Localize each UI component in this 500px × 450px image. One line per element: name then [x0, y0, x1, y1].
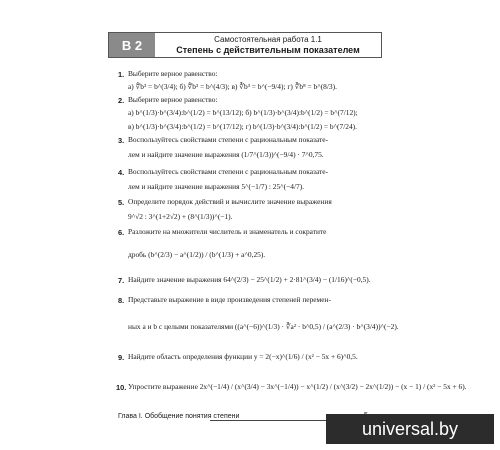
- task-text: Представьте выражение в виде произведения степеней перемен-: [128, 295, 331, 304]
- task-text: Найдите значение выражения 64^(2/3) − 25^(1/2) + 2·81^(3/4) − (1/16)^(−0,5).: [128, 275, 371, 284]
- worksheet-subtitle: Самостоятельная работа 1.1: [214, 35, 322, 44]
- task-options: а) b^(1/3)·b^(3/4):b^(1/2) = b^(13/12); б) b^(1/3)·b^(3/4):b^(1/2) = b^(7/12);: [128, 108, 358, 117]
- watermark-logo: universal.by: [326, 414, 494, 444]
- task-number: 10.: [116, 383, 127, 392]
- task-text: Выберите верное равенство:: [128, 95, 218, 104]
- variant-tab: В 2: [109, 33, 155, 57]
- task-text: дробь (b^(2/3) − a^(1/2)) / (b^(1/3) + a^0,25).: [128, 250, 266, 259]
- task-number: 6.: [118, 228, 125, 237]
- worksheet-title: Степень с действительным показателем: [176, 45, 360, 55]
- task-text: Найдите область определения функции y = 2(−x)^(1/6) / (x² − 5x + 6)^0,5.: [128, 352, 358, 361]
- header-text: [155, 33, 381, 57]
- task-text: Воспользуйтесь свойствами степени с рациональным показате-: [128, 135, 329, 144]
- task-text: Выберите верное равенство:: [128, 69, 218, 78]
- task-text: лем и найдите значение выражения (1/7^(1/3))^(−9/4) · 7^0,75.: [128, 150, 324, 159]
- task-number: 9.: [118, 353, 125, 362]
- task-text: лем и найдите значение выражения 5^(−1/7) : 25^(−4/7).: [128, 182, 305, 191]
- task-number: 3.: [118, 136, 125, 145]
- task-options: в) b^(1/3)·b^(3/4):b^(1/2) = b^(17/12); г) b^(1/3)·b^(3/4):b^(1/2) = b^(7/24).: [128, 122, 357, 131]
- worksheet-header: [108, 32, 382, 58]
- task-text: 9^√2 : 3^(1+2√2) + (8^(1/3))^(−1).: [128, 212, 233, 221]
- task-number: 8.: [118, 296, 125, 305]
- task-options: а) ∜b³ = b^(3/4); б) ∜b³ = b^(4/3); в) ∛b³ = b^(−9/4); г) ∛b⁸ = b^(8/3).: [128, 82, 337, 91]
- task-text: ных a и b с целыми показателями ((a^(−6))^(1/3) · ∛a² · b^0,5) / (a^(2/3) · b^(3/4))^(−2).: [128, 322, 399, 331]
- task-number: 5.: [118, 198, 125, 207]
- task-text: Упростите выражение 2x^(−1/4) / (x^(3/4) − 3x^(−1/4)) − x^(1/2) / (x^(3/2) − 2x^(1/2)) − (x − 1) / (x² − 5x + 6).: [128, 382, 467, 391]
- task-text: Определите порядок действий и вычислите значение выражения: [128, 197, 332, 206]
- task-number: 7.: [118, 276, 125, 285]
- task-number: 4.: [118, 168, 125, 177]
- task-text: Воспользуйтесь свойствами степени с рациональным показате-: [128, 167, 329, 176]
- task-text: Разложите на множители числитель и знаменатель и сократите: [128, 227, 327, 236]
- chapter-footer: Глава I. Обобщение понятия степени: [118, 413, 240, 420]
- task-number: 2.: [118, 96, 125, 105]
- task-number: 1.: [118, 70, 125, 79]
